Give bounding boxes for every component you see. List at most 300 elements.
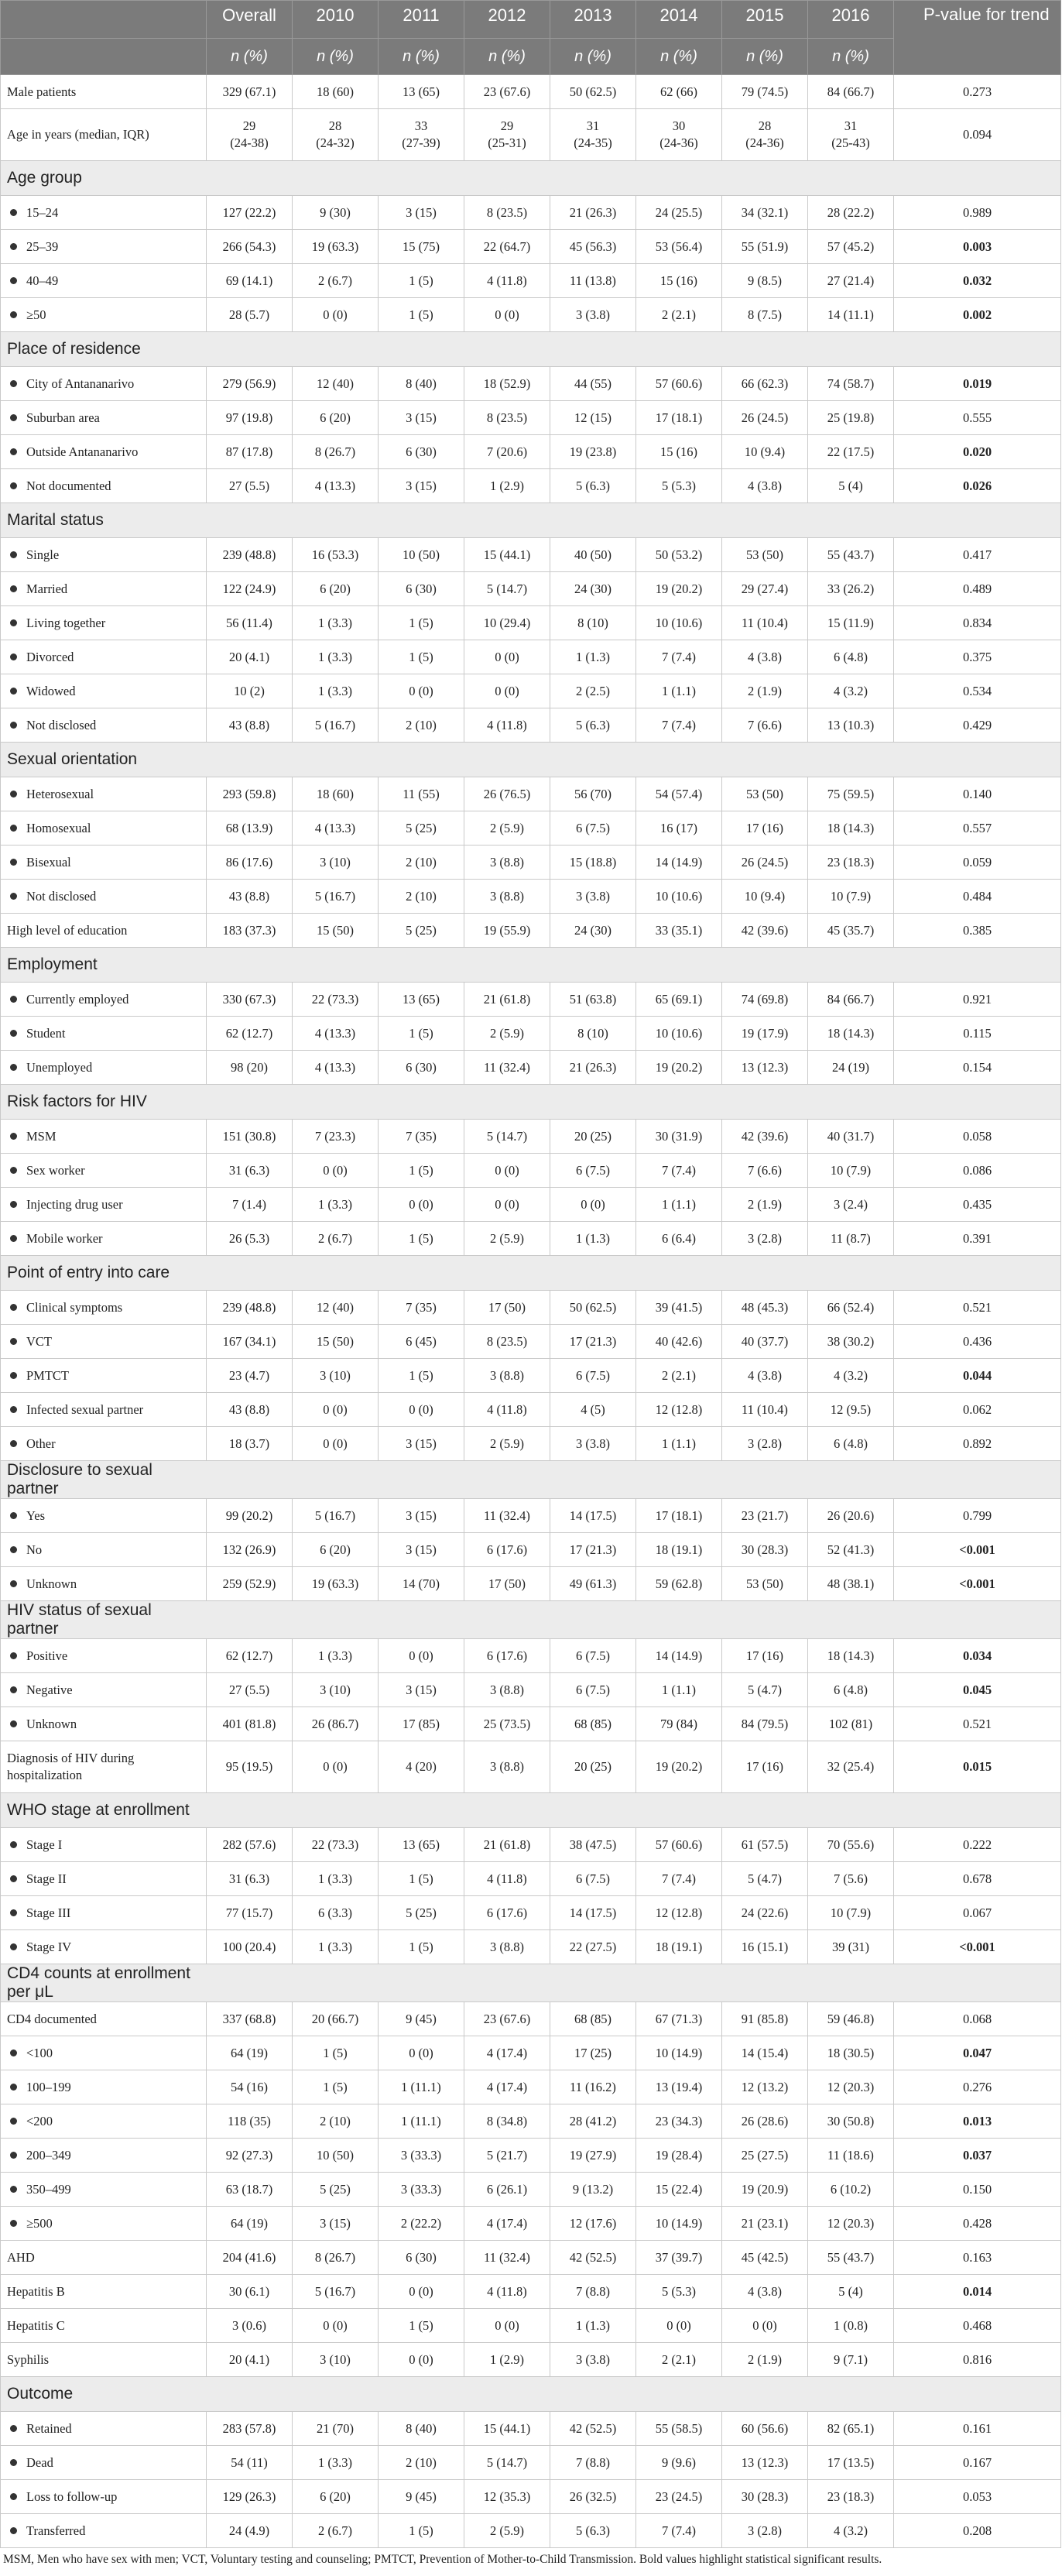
value-cell: 3 (8.8) bbox=[464, 1673, 550, 1707]
value-cell: 17 (50) bbox=[464, 1291, 550, 1325]
row-label: Transferred bbox=[26, 2523, 86, 2538]
section-filler-cell bbox=[894, 1256, 1061, 1291]
section-header-row bbox=[1, 332, 1061, 367]
p-value-cell: 0.555 bbox=[894, 401, 1061, 435]
value-cell: 21 (26.3) bbox=[550, 1051, 636, 1085]
value-cell: 2 (2.1) bbox=[636, 2343, 722, 2377]
value-cell: 5 (6.3) bbox=[550, 2514, 636, 2548]
section-filler-cell bbox=[636, 161, 722, 196]
value-cell: 3 (33.3) bbox=[379, 2139, 464, 2173]
value-cell: 18 (14.3) bbox=[808, 811, 894, 846]
p-value-cell: 0.047 bbox=[894, 2036, 1061, 2070]
value-cell: 4 (3.8) bbox=[722, 469, 808, 503]
section-filler-cell bbox=[722, 948, 808, 983]
p-value-cell: 0.163 bbox=[894, 2241, 1061, 2275]
section-filler-cell bbox=[636, 503, 722, 538]
value-cell: 2 (10) bbox=[379, 880, 464, 914]
section-filler-cell bbox=[550, 1461, 636, 1499]
value-cell: 1 (1.1) bbox=[636, 674, 722, 708]
value-cell: 19 (20.2) bbox=[636, 1051, 722, 1085]
value-cell: 8 (34.8) bbox=[464, 2104, 550, 2139]
table-row bbox=[1, 2514, 1061, 2548]
value-cell: 17 (16) bbox=[722, 1639, 808, 1673]
value-cell: 17 (21.3) bbox=[550, 1325, 636, 1359]
row-label-cell bbox=[1, 2446, 207, 2480]
value-cell: 1 (5) bbox=[293, 2070, 379, 2104]
value-cell: 10 (50) bbox=[293, 2139, 379, 2173]
value-cell: 30 (6.1) bbox=[207, 2275, 293, 2309]
row-label-cell bbox=[1, 2241, 207, 2275]
p-value-cell: 0.062 bbox=[894, 1393, 1061, 1427]
p-value-cell: <0.001 bbox=[894, 1533, 1061, 1567]
section-filler-cell bbox=[894, 948, 1061, 983]
value-cell: 14 (70) bbox=[379, 1567, 464, 1601]
value-cell: 27 (5.5) bbox=[207, 469, 293, 503]
section-title: Outcome bbox=[1, 2377, 207, 2412]
value-cell: 19 (23.8) bbox=[550, 435, 636, 469]
section-filler-cell bbox=[808, 1256, 894, 1291]
header-cell: 2012 bbox=[464, 1, 550, 39]
section-header-row bbox=[1, 1601, 1061, 1639]
row-label-cell bbox=[1, 2139, 207, 2173]
p-value-cell: 0.921 bbox=[894, 983, 1061, 1017]
value-cell: 7 (7.4) bbox=[636, 640, 722, 674]
value-cell: 21 (61.8) bbox=[464, 983, 550, 1017]
value-cell: 2 (10) bbox=[293, 2104, 379, 2139]
value-cell: 56 (11.4) bbox=[207, 606, 293, 640]
value-cell: 1 (5) bbox=[379, 1862, 464, 1896]
value-cell: 5 (16.7) bbox=[293, 1499, 379, 1533]
table-row bbox=[1, 1325, 1061, 1359]
value-cell: 5 (21.7) bbox=[464, 2139, 550, 2173]
row-label-cell bbox=[1, 2343, 207, 2377]
value-cell: 20 (66.7) bbox=[293, 2002, 379, 2036]
row-label: Student bbox=[26, 1025, 66, 1041]
value-cell: 39 (31) bbox=[808, 1930, 894, 1964]
table-row bbox=[1, 1222, 1061, 1256]
value-cell: 7 (35) bbox=[379, 1291, 464, 1325]
p-value-cell: 0.044 bbox=[894, 1359, 1061, 1393]
section-filler-cell bbox=[207, 1793, 293, 1828]
value-cell: 0 (0) bbox=[722, 2309, 808, 2343]
table-row bbox=[1, 1896, 1061, 1930]
table-row bbox=[1, 777, 1061, 811]
row-label: AHD bbox=[7, 2249, 35, 2265]
section-filler-cell bbox=[550, 332, 636, 367]
value-cell: 84 (66.7) bbox=[808, 983, 894, 1017]
p-value-cell: 0.014 bbox=[894, 2275, 1061, 2309]
section-filler-cell bbox=[207, 1256, 293, 1291]
row-label-cell bbox=[1, 1188, 207, 1222]
value-cell: 13 (12.3) bbox=[722, 2446, 808, 2480]
section-header-row bbox=[1, 1964, 1061, 2002]
value-cell: 2 (5.9) bbox=[464, 811, 550, 846]
header-cell: 2011 bbox=[379, 1, 464, 39]
value-cell: 28 (24-32) bbox=[293, 109, 379, 161]
row-label-cell bbox=[1, 2514, 207, 2548]
p-value-cell: 0.019 bbox=[894, 367, 1061, 401]
section-title: Age group bbox=[1, 161, 207, 196]
p-value-cell: 0.002 bbox=[894, 298, 1061, 332]
row-label: 100–199 bbox=[26, 2079, 71, 2094]
value-cell: 17 (50) bbox=[464, 1567, 550, 1601]
value-cell: 23 (67.6) bbox=[464, 75, 550, 109]
bullet-icon bbox=[10, 1546, 17, 1553]
table-row bbox=[1, 2002, 1061, 2036]
value-cell: 91 (85.8) bbox=[722, 2002, 808, 2036]
subheader-cell: n (%) bbox=[550, 39, 636, 75]
value-cell: 266 (54.3) bbox=[207, 230, 293, 264]
row-label: Stage II bbox=[26, 1871, 67, 1886]
row-label-cell bbox=[1, 1325, 207, 1359]
value-cell: 7 (7.4) bbox=[636, 1862, 722, 1896]
section-filler-cell bbox=[293, 2377, 379, 2412]
value-cell: 12 (15) bbox=[550, 401, 636, 435]
value-cell: 11 (32.4) bbox=[464, 1499, 550, 1533]
value-cell: 77 (15.7) bbox=[207, 1896, 293, 1930]
table-row bbox=[1, 2343, 1061, 2377]
value-cell: 0 (0) bbox=[636, 2309, 722, 2343]
p-value-cell: 0.276 bbox=[894, 2070, 1061, 2104]
value-cell: 8 (26.7) bbox=[293, 435, 379, 469]
value-cell: 19 (63.3) bbox=[293, 230, 379, 264]
row-label: Heterosexual bbox=[26, 786, 94, 801]
section-filler-cell bbox=[550, 161, 636, 196]
row-label-cell bbox=[1, 1930, 207, 1964]
p-value-cell: 0.068 bbox=[894, 2002, 1061, 2036]
bullet-icon bbox=[10, 1167, 17, 1174]
value-cell: 24 (19) bbox=[808, 1051, 894, 1085]
value-cell: 0 (0) bbox=[293, 1741, 379, 1793]
value-cell: 1 (3.3) bbox=[293, 606, 379, 640]
value-cell: 63 (18.7) bbox=[207, 2173, 293, 2207]
table-row bbox=[1, 1567, 1061, 1601]
value-cell: 1 (5) bbox=[379, 1359, 464, 1393]
value-cell: 3 (8.8) bbox=[464, 1359, 550, 1393]
value-cell: 5 (16.7) bbox=[293, 708, 379, 743]
value-cell: 3 (10) bbox=[293, 1673, 379, 1707]
value-cell: 15 (44.1) bbox=[464, 538, 550, 572]
value-cell: 7 (7.4) bbox=[636, 1154, 722, 1188]
section-filler-cell bbox=[636, 1085, 722, 1120]
bullet-icon bbox=[10, 209, 17, 216]
value-cell: 1 (0.8) bbox=[808, 2309, 894, 2343]
value-cell: 8 (23.5) bbox=[464, 401, 550, 435]
value-cell: 23 (24.5) bbox=[636, 2480, 722, 2514]
section-filler-cell bbox=[808, 1964, 894, 2002]
value-cell: 4 (11.8) bbox=[464, 1393, 550, 1427]
value-cell: 10 (10.6) bbox=[636, 1017, 722, 1051]
value-cell: 4 (13.3) bbox=[293, 469, 379, 503]
table-row bbox=[1, 880, 1061, 914]
section-title: WHO stage at enrollment bbox=[1, 1793, 207, 1828]
table-row bbox=[1, 1741, 1061, 1793]
value-cell: 1 (1.1) bbox=[636, 1673, 722, 1707]
value-cell: 2 (5.9) bbox=[464, 1427, 550, 1461]
row-label-cell bbox=[1, 777, 207, 811]
value-cell: 22 (27.5) bbox=[550, 1930, 636, 1964]
value-cell: 9 (7.1) bbox=[808, 2343, 894, 2377]
section-filler-cell bbox=[550, 2377, 636, 2412]
value-cell: 18 (30.5) bbox=[808, 2036, 894, 2070]
value-cell: 16 (17) bbox=[636, 811, 722, 846]
value-cell: 11 (8.7) bbox=[808, 1222, 894, 1256]
value-cell: 38 (47.5) bbox=[550, 1828, 636, 1862]
value-cell: 19 (28.4) bbox=[636, 2139, 722, 2173]
bullet-icon bbox=[10, 1841, 17, 1848]
value-cell: 48 (45.3) bbox=[722, 1291, 808, 1325]
value-cell: 239 (48.8) bbox=[207, 538, 293, 572]
value-cell: 5 (4) bbox=[808, 2275, 894, 2309]
value-cell: 21 (23.1) bbox=[722, 2207, 808, 2241]
value-cell: 0 (0) bbox=[379, 2275, 464, 2309]
value-cell: 74 (69.8) bbox=[722, 983, 808, 1017]
value-cell: 17 (25) bbox=[550, 2036, 636, 2070]
bullet-icon bbox=[10, 653, 17, 660]
header-cell-p-value: P-value for trend bbox=[894, 1, 1061, 75]
value-cell: 4 (13.3) bbox=[293, 1051, 379, 1085]
value-cell: 54 (11) bbox=[207, 2446, 293, 2480]
row-label: Infected sexual partner bbox=[26, 1401, 144, 1417]
value-cell: 62 (12.7) bbox=[207, 1639, 293, 1673]
table-row bbox=[1, 2275, 1061, 2309]
section-filler-cell bbox=[464, 332, 550, 367]
value-cell: 6 (17.6) bbox=[464, 1639, 550, 1673]
value-cell: 9 (45) bbox=[379, 2480, 464, 2514]
bullet-icon bbox=[10, 1304, 17, 1311]
row-label-cell bbox=[1, 2173, 207, 2207]
section-filler-cell bbox=[894, 1964, 1061, 2002]
table-row bbox=[1, 1862, 1061, 1896]
section-filler-cell bbox=[293, 1256, 379, 1291]
value-cell: 2 (6.7) bbox=[293, 264, 379, 298]
value-cell: 10 (7.9) bbox=[808, 1896, 894, 1930]
value-cell: 57 (60.6) bbox=[636, 367, 722, 401]
value-cell: 5 (16.7) bbox=[293, 880, 379, 914]
section-header-row bbox=[1, 743, 1061, 777]
value-cell: 6 (7.5) bbox=[550, 1154, 636, 1188]
value-cell: 26 (24.5) bbox=[722, 401, 808, 435]
value-cell: 7 (5.6) bbox=[808, 1862, 894, 1896]
row-label: Not disclosed bbox=[26, 717, 97, 732]
value-cell: 1 (2.9) bbox=[464, 2343, 550, 2377]
bullet-icon bbox=[10, 1372, 17, 1379]
subheader-cell: n (%) bbox=[293, 39, 379, 75]
value-cell: 15 (16) bbox=[636, 264, 722, 298]
section-title: Place of residence bbox=[1, 332, 207, 367]
value-cell: 11 (16.2) bbox=[550, 2070, 636, 2104]
value-cell: 4 (17.4) bbox=[464, 2036, 550, 2070]
value-cell: 30 (28.3) bbox=[722, 2480, 808, 2514]
value-cell: 129 (26.3) bbox=[207, 2480, 293, 2514]
section-filler-cell bbox=[722, 161, 808, 196]
row-label-cell bbox=[1, 109, 207, 161]
row-label: Age in years (median, IQR) bbox=[7, 127, 149, 142]
value-cell: 12 (12.8) bbox=[636, 1393, 722, 1427]
value-cell: 40 (31.7) bbox=[808, 1120, 894, 1154]
section-filler-cell bbox=[894, 1601, 1061, 1639]
p-value-cell: 0.094 bbox=[894, 109, 1061, 161]
section-filler-cell bbox=[464, 743, 550, 777]
value-cell: 0 (0) bbox=[379, 674, 464, 708]
value-cell: 4 (3.8) bbox=[722, 1359, 808, 1393]
value-cell: 2 (6.7) bbox=[293, 2514, 379, 2548]
bullet-icon bbox=[10, 791, 17, 797]
value-cell: 7 (23.3) bbox=[293, 1120, 379, 1154]
value-cell: 33 (27-39) bbox=[379, 109, 464, 161]
row-label-cell bbox=[1, 2070, 207, 2104]
value-cell: 5 (25) bbox=[293, 2173, 379, 2207]
value-cell: 6 (17.6) bbox=[464, 1533, 550, 1567]
row-label: Unknown bbox=[26, 1716, 77, 1731]
value-cell: 6 (20) bbox=[293, 1533, 379, 1567]
table-row bbox=[1, 1120, 1061, 1154]
value-cell: 23 (4.7) bbox=[207, 1359, 293, 1393]
header-cell: 2016 bbox=[808, 1, 894, 39]
value-cell: 15 (22.4) bbox=[636, 2173, 722, 2207]
value-cell: 26 (5.3) bbox=[207, 1222, 293, 1256]
row-label-cell bbox=[1, 983, 207, 1017]
row-label: High level of education bbox=[7, 922, 128, 938]
row-label-cell bbox=[1, 708, 207, 743]
section-filler-cell bbox=[379, 743, 464, 777]
value-cell: 183 (37.3) bbox=[207, 914, 293, 948]
value-cell: 6 (10.2) bbox=[808, 2173, 894, 2207]
value-cell: 12 (40) bbox=[293, 367, 379, 401]
row-label-cell bbox=[1, 880, 207, 914]
row-label: Suburban area bbox=[26, 410, 100, 425]
bullet-icon bbox=[10, 1133, 17, 1140]
value-cell: 122 (24.9) bbox=[207, 572, 293, 606]
value-cell: 43 (8.8) bbox=[207, 1393, 293, 1427]
value-cell: 0 (0) bbox=[379, 2343, 464, 2377]
header-row bbox=[1, 1, 1061, 39]
value-cell: 0 (0) bbox=[464, 2309, 550, 2343]
section-filler-cell bbox=[636, 332, 722, 367]
value-cell: 17 (13.5) bbox=[808, 2446, 894, 2480]
value-cell: 40 (50) bbox=[550, 538, 636, 572]
value-cell: 42 (39.6) bbox=[722, 914, 808, 948]
value-cell: 0 (0) bbox=[464, 1188, 550, 1222]
value-cell: 33 (26.2) bbox=[808, 572, 894, 606]
value-cell: 4 (11.8) bbox=[464, 1862, 550, 1896]
value-cell: 167 (34.1) bbox=[207, 1325, 293, 1359]
value-cell: 0 (0) bbox=[293, 1154, 379, 1188]
row-label: Single bbox=[26, 547, 60, 562]
row-label-cell bbox=[1, 1707, 207, 1741]
value-cell: 204 (41.6) bbox=[207, 2241, 293, 2275]
section-filler-cell bbox=[808, 161, 894, 196]
p-value-cell: 0.026 bbox=[894, 469, 1061, 503]
table-row bbox=[1, 1639, 1061, 1673]
p-value-cell: 0.385 bbox=[894, 914, 1061, 948]
value-cell: 4 (5) bbox=[550, 1393, 636, 1427]
row-label: 350–499 bbox=[26, 2181, 71, 2197]
value-cell: 25 (73.5) bbox=[464, 1707, 550, 1741]
value-cell: 12 (9.5) bbox=[808, 1393, 894, 1427]
value-cell: 55 (51.9) bbox=[722, 230, 808, 264]
value-cell: 5 (4.7) bbox=[722, 1673, 808, 1707]
subheader-cell: n (%) bbox=[464, 39, 550, 75]
value-cell: 1 (11.1) bbox=[379, 2070, 464, 2104]
value-cell: 68 (85) bbox=[550, 2002, 636, 2036]
value-cell: 2 (2.5) bbox=[550, 674, 636, 708]
value-cell: 20 (4.1) bbox=[207, 2343, 293, 2377]
section-filler-cell bbox=[894, 743, 1061, 777]
value-cell: 50 (53.2) bbox=[636, 538, 722, 572]
value-cell: 87 (17.8) bbox=[207, 435, 293, 469]
row-label: ≥50 bbox=[26, 307, 46, 322]
subheader-cell bbox=[1, 39, 207, 75]
value-cell: 53 (50) bbox=[722, 538, 808, 572]
value-cell: 11 (10.4) bbox=[722, 606, 808, 640]
value-cell: 56 (70) bbox=[550, 777, 636, 811]
bullet-icon bbox=[10, 1943, 17, 1950]
value-cell: 6 (7.5) bbox=[550, 1862, 636, 1896]
p-value-cell: 0.086 bbox=[894, 1154, 1061, 1188]
section-filler-cell bbox=[636, 948, 722, 983]
value-cell: 21 (26.3) bbox=[550, 196, 636, 230]
value-cell: 18 (19.1) bbox=[636, 1533, 722, 1567]
table-row bbox=[1, 2446, 1061, 2480]
value-cell: 118 (35) bbox=[207, 2104, 293, 2139]
value-cell: 23 (21.7) bbox=[722, 1499, 808, 1533]
table-header bbox=[1, 1, 1061, 75]
value-cell: 1 (3.3) bbox=[293, 1862, 379, 1896]
value-cell: 23 (18.3) bbox=[808, 2480, 894, 2514]
value-cell: 102 (81) bbox=[808, 1707, 894, 1741]
header-cell bbox=[1, 1, 207, 39]
p-value-cell: 0.273 bbox=[894, 75, 1061, 109]
value-cell: 5 (25) bbox=[379, 1896, 464, 1930]
value-cell: 50 (62.5) bbox=[550, 75, 636, 109]
value-cell: 2 (5.9) bbox=[464, 1222, 550, 1256]
value-cell: 4 (11.8) bbox=[464, 708, 550, 743]
value-cell: 24 (30) bbox=[550, 914, 636, 948]
row-label: ≥500 bbox=[26, 2215, 53, 2231]
row-label-cell bbox=[1, 75, 207, 109]
value-cell: 0 (0) bbox=[293, 1393, 379, 1427]
section-filler-cell bbox=[550, 1085, 636, 1120]
value-cell: 3 (10) bbox=[293, 1359, 379, 1393]
value-cell: 18 (14.3) bbox=[808, 1017, 894, 1051]
value-cell: 17 (85) bbox=[379, 1707, 464, 1741]
p-value-cell: 0.391 bbox=[894, 1222, 1061, 1256]
value-cell: 11 (32.4) bbox=[464, 2241, 550, 2275]
value-cell: 1 (3.3) bbox=[293, 1930, 379, 1964]
bullet-icon bbox=[10, 1235, 17, 1242]
table-row bbox=[1, 2480, 1061, 2514]
p-value-cell: 0.489 bbox=[894, 572, 1061, 606]
row-label: Unemployed bbox=[26, 1059, 93, 1075]
value-cell: 18 (3.7) bbox=[207, 1427, 293, 1461]
value-cell: 17 (18.1) bbox=[636, 401, 722, 435]
row-label: Not disclosed bbox=[26, 888, 97, 904]
value-cell: 2 (2.1) bbox=[636, 298, 722, 332]
row-label: Other bbox=[26, 1435, 56, 1451]
row-label-cell bbox=[1, 264, 207, 298]
value-cell: 3 (15) bbox=[379, 1673, 464, 1707]
section-filler-cell bbox=[207, 161, 293, 196]
row-label: <100 bbox=[26, 2045, 53, 2060]
row-label-cell bbox=[1, 1741, 207, 1793]
value-cell: 18 (60) bbox=[293, 75, 379, 109]
value-cell: 1 (3.3) bbox=[293, 674, 379, 708]
section-header-row bbox=[1, 503, 1061, 538]
value-cell: 79 (74.5) bbox=[722, 75, 808, 109]
p-value-cell: 0.557 bbox=[894, 811, 1061, 846]
section-filler-cell bbox=[379, 1793, 464, 1828]
